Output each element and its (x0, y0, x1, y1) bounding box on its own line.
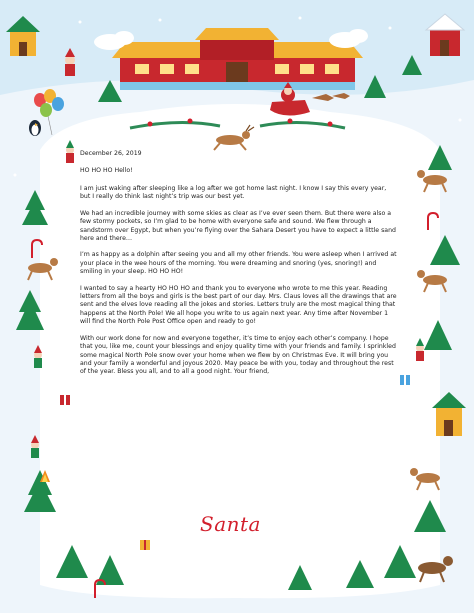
letter-paragraph: I wanted to say a hearty HO HO HO and thank you to everyone who wrote to me this year. Reading letters from all the boys and girls is the best part of our day. Mrs. Claus loves all the drawings that are sent and the elves love reading all the jokes and stories. Letters truly are the most magical thing that happens at the North Pole! We all hope you write to us again next year. Any time after November 1 will find the North Pole Post Office open and ready to go! (80, 284, 397, 326)
letter-paragraph: We had an incredible journey with some skies as clear as I’ve ever seen them. But there were also a few stormy pockets, so I’m glad to be home with everyone safe and sound. We flew through a sandstorm over Egypt, but when you’re flying over the Sahara Desert you have to expect a little sand here and there… (80, 209, 396, 242)
santa-signature: Santa (200, 512, 261, 536)
letter-date: December 26, 2019 (80, 150, 142, 157)
letter-paragraph: I’m as happy as a dolphin after seeing you and all my other friends. You were asleep when I arrived at your place in the wee hours of the morning. You were dreaming and snoring (yes, snoring!) and smiling in your sleep. HO HO HO! (80, 251, 397, 276)
letter-paragraph: I am just waking after sleeping like a log after we got home last night. I know I say this every year, but I really do think last night’s trip was our best yet. (80, 184, 387, 201)
letter-paragraph: With our work done for now and everyone together, it’s time to enjoy each other’s company. I hope that you, like me, count your blessings and enjoy quality time with your friends and family. I sprinkled some magical North Pole snow over your home when we flew by on Christmas Eve. It will bring you and your family a wonderful and joyous 2020. May peace be with you, today and throughout the rest of the year. Bless you all, and to all a good night. Your friend, (80, 334, 396, 376)
letter-greeting: HO HO HO Hello! (80, 167, 133, 175)
letter-body (80, 150, 398, 385)
penguin-icon (29, 120, 41, 136)
